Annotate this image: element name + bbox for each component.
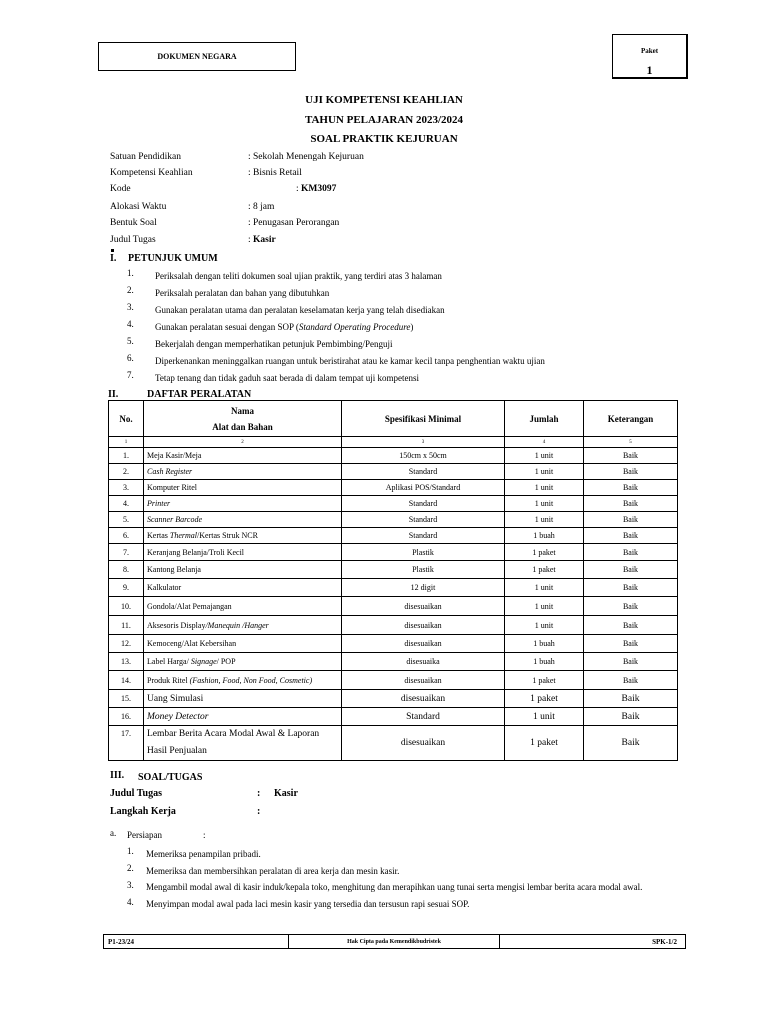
row-spek: Standard [342, 708, 505, 726]
info-satuan-label: Satuan Pendidikan [110, 152, 181, 162]
step-2-number: 2. [127, 863, 134, 873]
header-nama-line2: Alat dan Bahan [212, 421, 273, 432]
row-no: 13. [109, 653, 144, 671]
judul-tugas-label: Judul Tugas [110, 788, 162, 799]
petunjuk-4-text-italic: Standard Operating Procedure [298, 322, 411, 332]
row-no: 17. [109, 726, 144, 761]
row-jumlah: 1 buah [505, 528, 584, 544]
info-kode-value-wrap [296, 184, 336, 194]
row-nama-italic: Thermal [169, 531, 198, 540]
table-row [109, 512, 678, 528]
info-satuan-value: : Sekolah Menengah Kejuruan [248, 152, 364, 162]
row-spek: Standard [342, 528, 505, 544]
index-cell: 5 [584, 437, 678, 448]
header-nama-line1: Nama [231, 405, 254, 416]
paket-number: 1 [646, 63, 653, 77]
table-row [109, 708, 678, 726]
row-no: 12. [109, 635, 144, 653]
footer-copyright: Hak Cipta pada Kemendikbudristek [347, 938, 441, 945]
row-ket: Baik [584, 561, 678, 579]
petunjuk-6-text: Diperkenankan meninggalkan ruangan untuk beristirahat atau ke kamar kecil tanpa penghentian waktu ujian [155, 356, 545, 366]
row-nama-pre: Produk Ritel [147, 675, 190, 685]
info-alokasi-value: : 8 jam [248, 202, 275, 212]
section-3-number: III. [110, 770, 125, 781]
row-nama [144, 671, 342, 690]
row-ket: Baik [584, 464, 678, 480]
row-jumlah: 1 paket [505, 690, 584, 708]
table-row [109, 653, 678, 671]
footer-page-code: SPK-1/2 [652, 937, 677, 946]
table-row [109, 480, 678, 496]
row-spek: Standard [342, 496, 505, 512]
petunjuk-2-text: Periksalah peralatan dan bahan yang dibutuhkan [155, 288, 330, 298]
petunjuk-1-number: 1. [127, 268, 134, 278]
row-nama-post: /Kertas Struk NCR [197, 531, 258, 540]
row-no: 5. [109, 512, 144, 528]
table-index-row [109, 437, 678, 448]
row-no: 11. [109, 616, 144, 635]
petunjuk-6-number: 6. [127, 353, 134, 363]
row-nama: Lembar Berita Acara Modal Awal & Laporan Hasil Penjualan [144, 726, 342, 761]
table-row [109, 544, 678, 561]
index-cell: 2 [144, 437, 342, 448]
row-ket: Baik [584, 579, 678, 597]
row-no: 9. [109, 579, 144, 597]
petunjuk-4-number: 4. [127, 319, 134, 329]
row-nama: Kantong Belanja [144, 561, 342, 579]
row-spek: Aplikasi POS/Standard [342, 480, 505, 496]
row-no: 8. [109, 561, 144, 579]
row-ket: Baik [584, 653, 678, 671]
row-nama: Meja Kasir/Meja [144, 448, 342, 464]
header-jumlah: Jumlah [505, 401, 584, 437]
info-bentuk-label: Bentuk Soal [110, 218, 157, 228]
row-jumlah: 1 unit [505, 708, 584, 726]
footer-center-box [288, 934, 500, 949]
row-ket: Baik [584, 512, 678, 528]
row-no: 2. [109, 464, 144, 480]
table-header-row [109, 401, 678, 437]
row-spek: Standard [342, 464, 505, 480]
row-spek: disesuaikan [342, 597, 505, 616]
row-spek: disesuaikan [342, 671, 505, 690]
row-ket: Baik [584, 528, 678, 544]
info-alokasi-label: Alokasi Waktu [110, 202, 167, 212]
row-jumlah: 1 paket [505, 561, 584, 579]
row-ket: Baik [584, 616, 678, 635]
row-jumlah: 1 unit [505, 464, 584, 480]
step-4-number: 4. [127, 897, 134, 907]
table-row [109, 671, 678, 690]
row-spek: disesuaikan [342, 726, 505, 761]
row-nama [144, 616, 342, 635]
table-row [109, 448, 678, 464]
footer-right-box [499, 934, 686, 949]
row-jumlah: 1 unit [505, 616, 584, 635]
row-jumlah: 1 paket [505, 544, 584, 561]
judul-tugas-colon: : [257, 788, 261, 799]
step-2-text: Memeriksa dan membersihkan peralatan di area kerja dan mesin kasir. [146, 866, 400, 876]
petunjuk-3-number: 3. [127, 302, 134, 312]
step-1-text: Memeriksa penampilan pribadi. [146, 849, 261, 859]
sub-a-label: Persiapan [127, 830, 162, 840]
petunjuk-4-text-post: ) [410, 322, 414, 332]
petunjuk-5-number: 5. [127, 336, 134, 346]
petunjuk-7-number: 7. [127, 370, 134, 380]
row-ket: Baik [584, 726, 678, 761]
row-no: 10. [109, 597, 144, 616]
info-bentuk-value: : Penugasan Perorangan [248, 218, 340, 228]
row-jumlah: 1 buah [505, 653, 584, 671]
equipment-table [108, 400, 678, 761]
paket-label: Paket [640, 47, 659, 55]
petunjuk-5-text: Bekerjalah dengan memperhatikan petunjuk Pembimbing/Penguji [155, 339, 393, 349]
table-row [109, 496, 678, 512]
footer-left-code: P1-23/24 [108, 937, 135, 946]
table-row [109, 579, 678, 597]
row-nama [144, 653, 342, 671]
row-no: 7. [109, 544, 144, 561]
row-nama-pre: Aksesoris Display [147, 620, 206, 630]
table-row [109, 635, 678, 653]
table-row [109, 528, 678, 544]
table-row [109, 616, 678, 635]
table-row [109, 726, 678, 761]
header-no: No. [109, 401, 144, 437]
row-nama-italic: /Manequin /Hanger [205, 620, 269, 630]
row-jumlah: 1 unit [505, 496, 584, 512]
langkah-kerja-label: Langkah Kerja [110, 806, 176, 817]
header-spesifikasi: Spesifikasi Minimal [342, 401, 505, 437]
title-line-2: TAHUN PELAJARAN 2023/2024 [304, 114, 464, 126]
judul-tugas-value: Kasir [274, 788, 298, 799]
info-judul-value: Kasir [253, 235, 276, 245]
row-nama: Keranjang Belanja/Troli Kecil [144, 544, 342, 561]
section-2-title: DAFTAR PERALATAN [147, 389, 252, 400]
info-judul-colon: : [248, 235, 251, 245]
row-ket: Baik [584, 635, 678, 653]
row-no: 6. [109, 528, 144, 544]
row-nama-post: / POP [216, 657, 236, 666]
step-1-number: 1. [127, 846, 134, 856]
row-spek: Plastik [342, 561, 505, 579]
row-spek: 12 digit [342, 579, 505, 597]
footer-left-box [103, 934, 289, 949]
row-spek: disesuaikan [342, 635, 505, 653]
petunjuk-1-text: Periksalah dengan teliti dokumen soal ujian praktik, yang terdiri atas 3 halaman [155, 271, 442, 281]
row-ket: Baik [584, 597, 678, 616]
document-classification-label: DOKUMEN NEGARA [157, 52, 237, 61]
info-kompetensi-value: : Bisnis Retail [248, 168, 302, 178]
row-nama-italic: Signage [190, 657, 217, 666]
petunjuk-3-text: Gunakan peralatan utama dan peralatan keselamatan kerja yang telah disediakan [155, 305, 445, 315]
table-row [109, 561, 678, 579]
row-jumlah: 1 unit [505, 448, 584, 464]
row-no: 14. [109, 671, 144, 690]
row-nama: Scanner Barcode [144, 512, 342, 528]
row-jumlah: 1 unit [505, 480, 584, 496]
row-no: 15. [109, 690, 144, 708]
row-ket: Baik [584, 544, 678, 561]
row-nama: Gondola/Alat Pemajangan [144, 597, 342, 616]
row-jumlah: 1 unit [505, 597, 584, 616]
row-nama: Komputer Ritel [144, 480, 342, 496]
info-judul-label: Judul Tugas [110, 235, 156, 245]
row-spek: 150cm x 50cm [342, 448, 505, 464]
langkah-kerja-colon: : [257, 806, 261, 817]
row-spek: disesuaikan [342, 616, 505, 635]
row-no: 3. [109, 480, 144, 496]
section-3-title: SOAL/TUGAS [138, 772, 203, 783]
row-nama: Uang Simulasi [144, 690, 342, 708]
row-nama: Printer [144, 496, 342, 512]
row-ket: Baik [584, 690, 678, 708]
row-nama [144, 528, 342, 544]
step-3-number: 3. [127, 880, 134, 890]
section-1-title: PETUNJUK UMUM [128, 253, 218, 264]
info-judul-value-wrap [248, 235, 276, 245]
row-ket: Baik [584, 671, 678, 690]
index-cell: 1 [109, 437, 144, 448]
row-no: 1. [109, 448, 144, 464]
section-2-number: II. [108, 389, 119, 400]
bullet-mark [111, 249, 114, 252]
petunjuk-4-text [155, 322, 413, 332]
row-jumlah: 1 buah [505, 635, 584, 653]
petunjuk-2-number: 2. [127, 285, 134, 295]
row-spek: disesuaikan [342, 690, 505, 708]
row-jumlah: 1 unit [505, 512, 584, 528]
row-spek: disesuaika [342, 653, 505, 671]
row-no: 4. [109, 496, 144, 512]
row-ket: Baik [584, 480, 678, 496]
header-nama [144, 401, 342, 437]
row-ket: Baik [584, 708, 678, 726]
table-row [109, 464, 678, 480]
info-kompetensi-label: Kompetensi Keahlian [110, 168, 193, 178]
row-jumlah: 1 paket [505, 726, 584, 761]
paket-box [612, 34, 688, 79]
index-cell: 3 [342, 437, 505, 448]
info-kode-colon: : [296, 184, 299, 194]
row-spek: Standard [342, 512, 505, 528]
row-nama-italic: (Fashion, Food, Non Food, Cosmetic) [189, 675, 313, 685]
title-line-3: SOAL PRAKTIK KEJURUAN [310, 133, 458, 145]
info-kode-value: KM3097 [301, 184, 337, 194]
row-nama-pre: Label Harga/ [147, 657, 191, 666]
row-nama: Kalkulator [144, 579, 342, 597]
petunjuk-7-text: Tetap tenang dan tidak gaduh saat berada di dalam tempat uji kompetensi [155, 373, 420, 383]
step-4-text: Menyimpan modal awal pada laci mesin kasir yang tersedia dan tersusun rapi sesuai SOP. [146, 899, 470, 909]
title-line-1: UJI KOMPETENSI KEAHLIAN [305, 94, 463, 106]
sub-a-marker: a. [110, 828, 117, 838]
row-spek: Plastik [342, 544, 505, 561]
document-classification-box [98, 42, 296, 71]
step-3-text: Mengambil modal awal di kasir induk/kepala toko, menghitung dan merapihkan uang tunai serta mengisi lembar berita acara modal awal. [146, 882, 643, 892]
table-row [109, 690, 678, 708]
section-1-number: I. [110, 253, 117, 264]
table-row [109, 597, 678, 616]
row-ket: Baik [584, 448, 678, 464]
row-nama: Money Detector [144, 708, 342, 726]
row-nama: Cash Register [144, 464, 342, 480]
row-nama-pre: Kertas [147, 531, 170, 540]
row-jumlah: 1 paket [505, 671, 584, 690]
index-cell: 4 [505, 437, 584, 448]
row-jumlah: 1 unit [505, 579, 584, 597]
sub-a-colon: : [203, 830, 206, 840]
row-no: 16. [109, 708, 144, 726]
info-kode-label: Kode [110, 184, 131, 194]
petunjuk-4-text-pre: Gunakan peralatan sesuai dengan SOP ( [155, 322, 299, 332]
row-ket: Baik [584, 496, 678, 512]
header-keterangan: Keterangan [584, 401, 678, 437]
row-nama: Kemoceng/Alat Kebersihan [144, 635, 342, 653]
